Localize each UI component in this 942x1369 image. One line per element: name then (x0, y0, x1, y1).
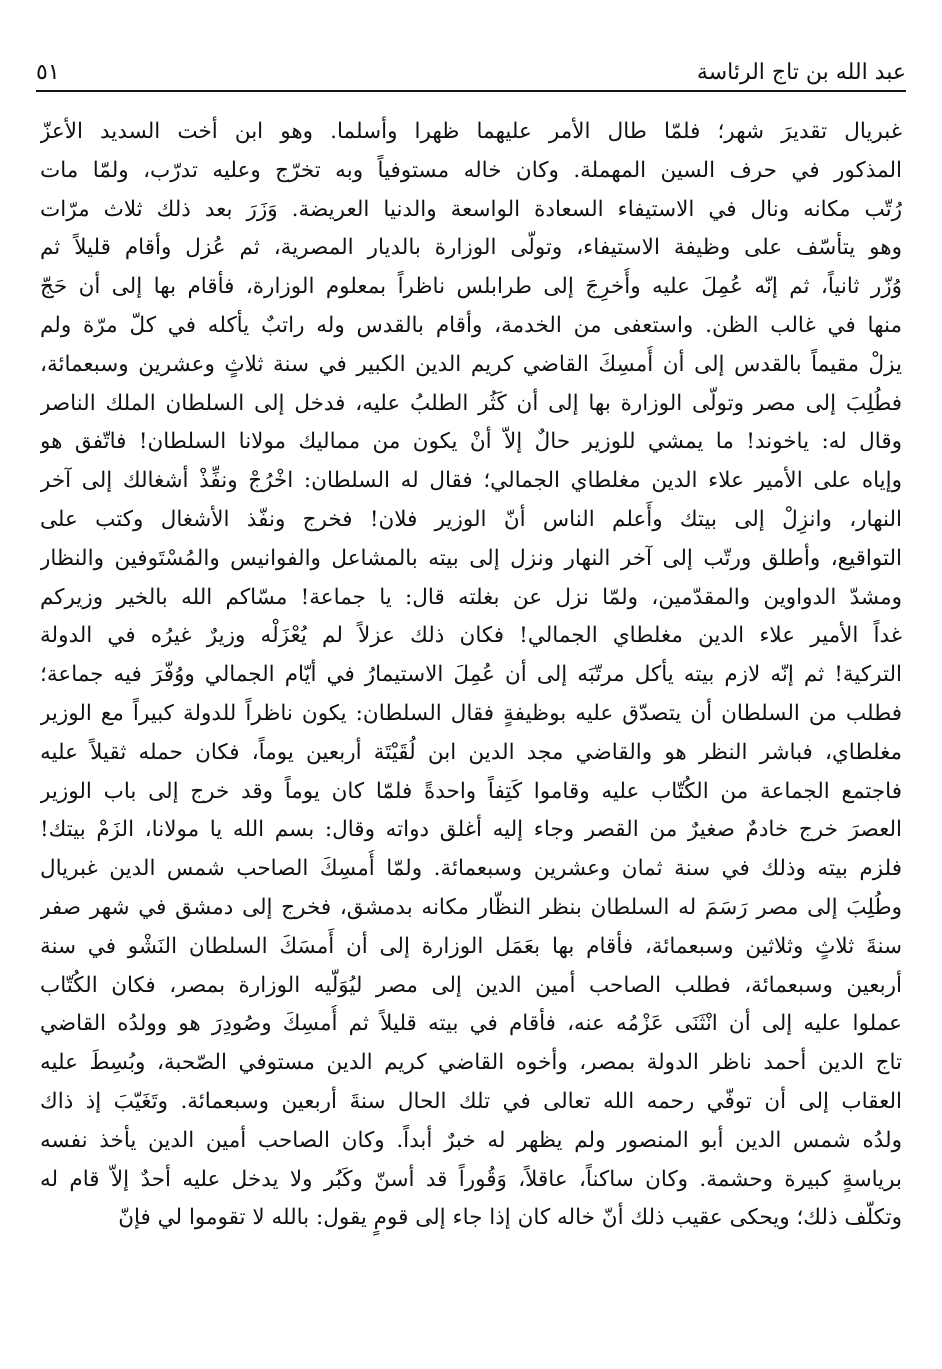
text-line: غداً الأمير علاء الدين مغلطاي الجمالي! فكان ذلك عزلاً لم يُعْزَلْه وزيرٌ غيرُه في الدولة (40, 623, 902, 649)
text-line: عملوا عليه إلى أن انْثَنَى عَزْمُه عنه، فأقام في بيته قليلاً ثم أُمسِكَ وصُودِرَ هو وولدُه القاضي (40, 1011, 902, 1037)
text-line: وُزّر ثانياً، ثم إنّه عُمِلَ عليه وأُخرِجَ إلى طرابلس ناظراً بمعلوم الوزارة، فأقام بها إلى أن حَجّ (40, 274, 902, 300)
running-head (36, 44, 906, 92)
text-line: غبريال تقديرَ شهر؛ فلمّا طال الأمر عليهما ظهرا وأسلما. وهو ابن أخت السديد الأعزّ (40, 119, 902, 144)
text-line: ومشدّ الدواوين والمقدّمين، ولمّا نزل عن بغلته قال: يا جماعة! مسّاكم الله بالخير وزيركم (40, 584, 902, 610)
text-line: وطُلِبَ إلى مصر رَسَمَ له السلطان بنظر النظّار مكانه بدمشق، فخرج إلى دمشق في شهر صفر (40, 894, 902, 920)
text-line: وهو يتأسّف على وظيفة الاستيفاء، وتولّى الوزارة بالديار المصرية، ثم عُزل وأقام قليلاً ثم (40, 235, 902, 261)
text-line: برياسةٍ كبيرة وحشمة. وكان ساكناً، عاقلاً، وَقُوراً قد أسنّ وكَبُر ولا يدخل عليه أحدٌ إلاّ قام له (40, 1166, 902, 1192)
text-line: يزلْ مقيماً بالقدس إلى أن أُمسِكَ القاضي كريم الدين الكبير في سنة ثلاثٍ وعشرين وسبعمائة، (40, 351, 902, 377)
text-line: أربعين وسبعمائة، فطلب الصاحب أمين الدين إلى مصر ليُوَلّيه الوزارة بمصر، فكان الكُتّاب (40, 972, 902, 998)
text-line: منها في غالب الظن. واستعفى من الخدمة، وأقام بالقدس وله راتبٌ يأكله في كلّ مرّة ولم (40, 312, 902, 338)
body-text (40, 113, 902, 1353)
text-line: سنةَ ثلاثٍ وثلاثين وسبعمائة، فأقام بها بعَمَل الوزارة إلى أن أَمسَكَ السلطان النَشْو في سنة (40, 933, 902, 959)
text-line: التركية! ثم إنّه لازم بيته يأكل مرتّبَه إلى أن عُمِلَ الاستيمارُ في أيّام الجمالي ووُفّرَ فيه جماعة؛ (40, 662, 902, 688)
text-line: المذكور في حرف السين المهملة. وكان خاله مستوفياً وبه تخرّج وعليه تدرّب، ولمّا مات (40, 157, 902, 183)
text-line: فلزم بيته وذلك في سنة ثمان وعشرين وسبعمائة. ولمّا أُمسِكَ الصاحب شمس الدين غبريال (40, 856, 902, 882)
text-line: وإياه على الأمير علاء الدين مغلطاي الجمالي؛ فقال له السلطان: اخْرُجْ ونفِّذْ أشغالك إلى آخر (40, 468, 902, 494)
text-line: فطلب من السلطان أن يتصدّق عليه بوظيفةٍ فقال السلطان: يكون ناظراً للدولة كبيراً مع الوزير (40, 700, 902, 726)
text-line: رُتّب مكانه ونال في الاستيفاء السعادة الواسعة والدنيا العريضة. وَزَرَ بعد ذلك ثلاث مرّات (40, 196, 902, 222)
running-title: عبد الله بن تاج الرئاسة (696, 60, 906, 85)
text-line: التواقيع، وأطلق ورتّب إلى آخر النهار ونزل إلى بيته بالمشاعل والفوانيس والمُسْتَوفين والنظار (40, 545, 902, 571)
text-line: ولدُه شمس الدين أبو المنصور ولم يظهر له خبرٌ أبداً. وكان الصاحب أمين الدين يأخذ نفسه (40, 1127, 902, 1153)
text-line: فاجتمع الجماعة من الكُتّاب عليه وقاموا كَتِفاً واحدةً فلمّا كان يوماً وقد خرج إلى باب الوزير (40, 778, 902, 804)
text-line: فطُلِبَ إلى مصر وتولّى الوزارة بها إلى أن كَثُر الطلبُ عليه، فدخل إلى السلطان الملك الناصر (40, 390, 902, 416)
page-number: ٥١ (36, 60, 60, 85)
text-line: تاج الدين أحمد ناظر الدولة بمصر، وأخوه القاضي كريم الدين مستوفي الصّحبة، وبُسِطَ عليه (40, 1050, 902, 1076)
text-line: مغلطاي، فباشر النظر هو والقاضي مجد الدين ابن لُقَيْتَة أربعين يوماً، فكان حمله ثقيلاً عليه (40, 739, 902, 765)
text-line: العصرَ خرج خادمٌ صغيرٌ من القصر وجاء إليه أغلق دواته وقال: بسم الله يا مولانا، الزَمْ بيتك! (40, 817, 902, 843)
text-line: العقاب إلى أن توفّي رحمه الله تعالى في تلك الحال سنةَ أربعين وسبعمائة. وتَغَيّبَ إذ ذاك (40, 1088, 902, 1114)
text-line: النهار، وانزِلْ إلى بيتك وأَعلم الناس أنّ الوزير فلان! فخرج ونفّذ الأشغال وكتب على (40, 506, 902, 532)
text-line: وقال له: ياخوند! ما يمشي للوزير حالٌ إلاّ أنْ يكون من مماليك مولانا السلطان! فاتّفق هو (40, 429, 902, 455)
text-line: وتكلّف ذلك؛ ويحكى عقيب ذلك أنّ خاله كان إذا جاء إلى قومٍ يقول: بالله لا تقوموا لي فإنّ (118, 1205, 902, 1231)
